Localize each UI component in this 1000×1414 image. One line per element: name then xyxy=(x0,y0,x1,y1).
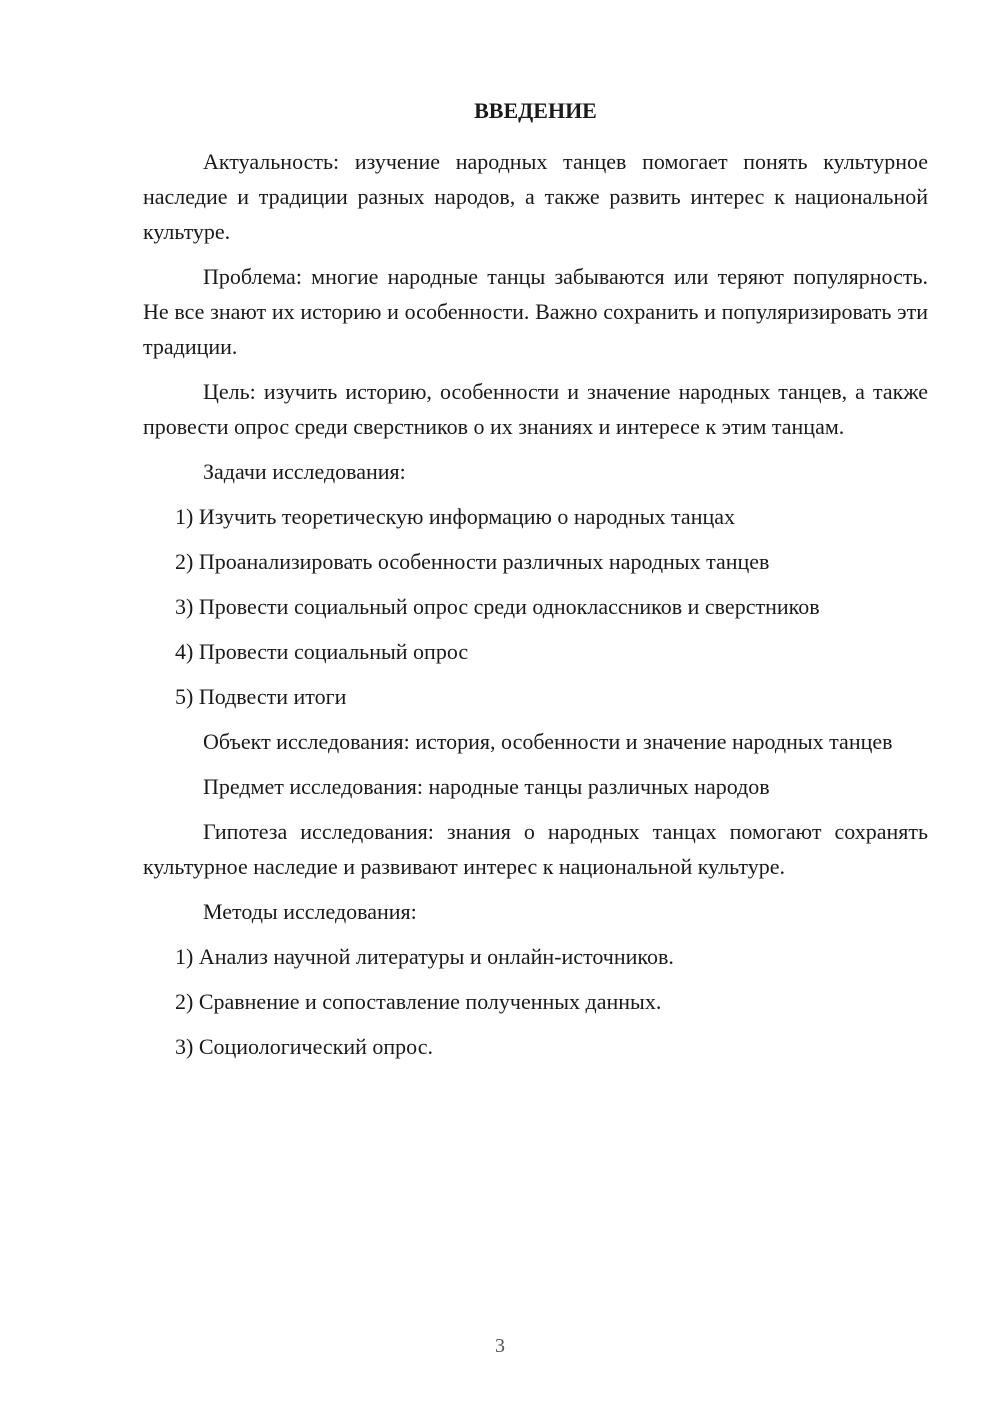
page-number: 3 xyxy=(495,1335,505,1357)
task-item: 3) Провести социальный опрос среди одноклассников и сверстников xyxy=(175,594,820,619)
method-item: 3) Социологический опрос. xyxy=(175,1034,433,1059)
task-item: 4) Провести социальный опрос xyxy=(175,639,469,664)
hypothesis-paragraph: Гипотеза исследования: знания о народных танцах помогают сохранять культурное наследие и развивают интерес к национальной культуре. xyxy=(143,819,928,879)
task-item: 1) Изучить теоретическую информацию о народных танцах xyxy=(175,504,736,529)
method-item: 2) Сравнение и сопоставление полученных данных. xyxy=(175,989,662,1014)
section-heading: ВВЕДЕНИЕ xyxy=(474,98,597,123)
problem-paragraph: Проблема: многие народные танцы забываются или теряют популярность. Не все знают их историю и особенности. Важно сохранить и популяризировать эти традиции. xyxy=(143,264,928,359)
methods-list xyxy=(143,939,928,1064)
method-item: 1) Анализ научной литературы и онлайн-источников. xyxy=(175,944,674,969)
methods-label: Методы исследования: xyxy=(203,899,417,924)
task-item: 5) Подвести итоги xyxy=(175,684,347,709)
relevance-paragraph: Актуальность: изучение народных танцев помогает понять культурное наследие и традиции разных народов, а также развить интерес к национальной культуре. xyxy=(143,149,928,244)
object-paragraph: Объект исследования: история, особенности и значение народных танцев xyxy=(203,729,893,754)
tasks-label: Задачи исследования: xyxy=(203,459,406,484)
goal-paragraph: Цель: изучить историю, особенности и значение народных танцев, а также провести опрос среди сверстников о их знаниях и интересе к этим танцам. xyxy=(143,379,928,439)
subject-paragraph: Предмет исследования: народные танцы различных народов xyxy=(203,774,770,799)
tasks-list xyxy=(143,499,928,714)
document-page xyxy=(143,96,928,1074)
task-item: 2) Проанализировать особенности различных народных танцев xyxy=(175,549,770,574)
